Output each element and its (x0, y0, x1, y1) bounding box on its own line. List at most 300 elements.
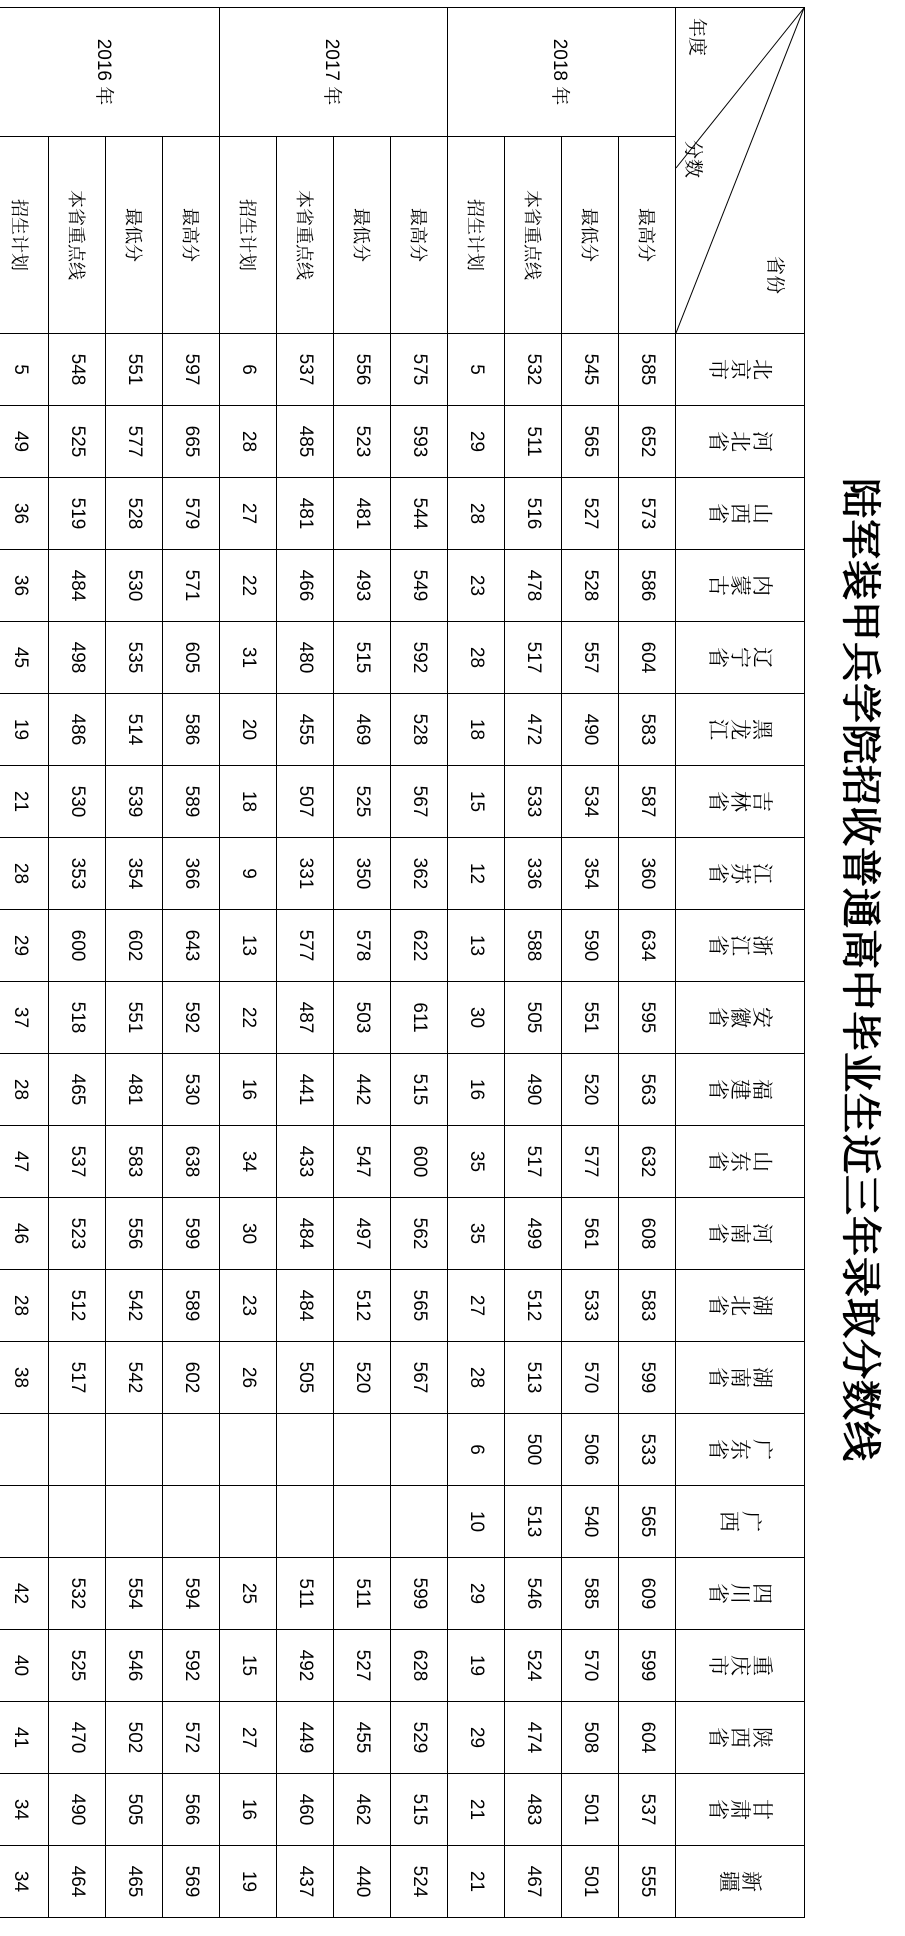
score-cell: 566 (163, 1774, 220, 1846)
score-cell: 485 (277, 406, 334, 478)
admission-score-table (0, 7, 805, 1918)
score-cell: 366 (163, 838, 220, 910)
score-cell: 34 (220, 1126, 277, 1198)
score-cell: 18 (448, 694, 505, 766)
table-row (49, 8, 106, 1918)
score-cell: 652 (619, 406, 676, 478)
score-cell: 602 (163, 1342, 220, 1414)
score-cell: 532 (49, 1558, 106, 1630)
score-cell: 600 (49, 910, 106, 982)
score-cell: 529 (391, 1702, 448, 1774)
score-cell: 512 (505, 1270, 562, 1342)
province-header: 广 西 (676, 1486, 805, 1558)
score-cell: 592 (163, 1630, 220, 1702)
score-cell: 464 (49, 1846, 106, 1918)
score-cell: 353 (49, 838, 106, 910)
metric-label: 最低分 (106, 137, 163, 334)
score-cell: 13 (220, 910, 277, 982)
score-cell: 472 (505, 694, 562, 766)
score-cell: 41 (0, 1702, 49, 1774)
score-cell: 460 (277, 1774, 334, 1846)
score-cell: 539 (106, 766, 163, 838)
score-cell (0, 1486, 49, 1558)
score-cell: 599 (619, 1342, 676, 1414)
score-cell: 16 (448, 1054, 505, 1126)
score-cell: 12 (448, 838, 505, 910)
score-cell: 525 (334, 766, 391, 838)
score-cell: 28 (0, 1270, 49, 1342)
score-cell: 588 (505, 910, 562, 982)
score-cell: 21 (0, 766, 49, 838)
score-cell: 599 (163, 1198, 220, 1270)
table-row (391, 8, 448, 1918)
score-cell: 481 (277, 478, 334, 550)
province-header: 陕 西 省 (676, 1702, 805, 1774)
score-cell: 563 (619, 1054, 676, 1126)
score-cell: 609 (619, 1558, 676, 1630)
metric-label: 本省重点线 (277, 137, 334, 334)
score-cell: 29 (448, 1702, 505, 1774)
metric-label: 最低分 (334, 137, 391, 334)
corner-header (676, 8, 805, 334)
score-cell (220, 1414, 277, 1486)
score-cell: 18 (220, 766, 277, 838)
score-cell: 481 (334, 478, 391, 550)
score-cell: 512 (334, 1270, 391, 1342)
province-header: 黑 龙 江 (676, 694, 805, 766)
score-cell: 6 (448, 1414, 505, 1486)
score-cell: 528 (562, 550, 619, 622)
score-cell: 557 (562, 622, 619, 694)
score-cell (334, 1486, 391, 1558)
table-row (562, 8, 619, 1918)
year-cell: 2018 年 (448, 8, 676, 137)
score-cell: 455 (334, 1702, 391, 1774)
score-cell: 467 (505, 1846, 562, 1918)
score-cell: 498 (49, 622, 106, 694)
score-cell: 437 (277, 1846, 334, 1918)
score-cell: 632 (619, 1126, 676, 1198)
score-cell (49, 1486, 106, 1558)
score-cell: 513 (505, 1486, 562, 1558)
score-cell: 586 (619, 550, 676, 622)
score-cell: 15 (448, 766, 505, 838)
score-cell: 595 (619, 982, 676, 1054)
score-cell: 593 (391, 406, 448, 478)
score-cell: 483 (505, 1774, 562, 1846)
score-cell: 513 (505, 1342, 562, 1414)
score-cell: 29 (448, 406, 505, 478)
score-cell: 490 (49, 1774, 106, 1846)
score-cell: 484 (277, 1198, 334, 1270)
province-header: 湖 南 省 (676, 1342, 805, 1414)
score-cell: 27 (448, 1270, 505, 1342)
score-cell: 503 (334, 982, 391, 1054)
score-cell: 16 (220, 1774, 277, 1846)
province-header: 福 建 省 (676, 1054, 805, 1126)
score-cell: 561 (562, 1198, 619, 1270)
score-cell: 518 (49, 982, 106, 1054)
score-cell: 525 (49, 1630, 106, 1702)
score-cell: 579 (163, 478, 220, 550)
score-cell: 634 (619, 910, 676, 982)
score-cell: 45 (0, 622, 49, 694)
score-cell: 585 (619, 334, 676, 406)
score-cell: 530 (49, 766, 106, 838)
score-cell: 597 (163, 334, 220, 406)
table-row (0, 8, 49, 1918)
score-cell: 515 (391, 1774, 448, 1846)
score-cell: 530 (106, 550, 163, 622)
score-cell: 29 (448, 1558, 505, 1630)
score-cell: 466 (277, 550, 334, 622)
score-cell: 565 (619, 1486, 676, 1558)
score-cell: 586 (163, 694, 220, 766)
score-cell: 331 (277, 838, 334, 910)
score-cell: 28 (448, 478, 505, 550)
score-cell: 20 (220, 694, 277, 766)
table-row (163, 8, 220, 1918)
score-cell (391, 1414, 448, 1486)
page-title: 陆军装甲兵学院招收普通高中毕业生近三年录取分数线 (838, 478, 883, 1462)
score-cell: 465 (106, 1846, 163, 1918)
score-cell: 600 (391, 1126, 448, 1198)
score-cell: 583 (619, 694, 676, 766)
score-cell: 484 (277, 1270, 334, 1342)
score-cell (163, 1486, 220, 1558)
score-cell (220, 1486, 277, 1558)
score-cell: 534 (562, 766, 619, 838)
score-cell (106, 1414, 163, 1486)
score-cell: 592 (391, 622, 448, 694)
score-cell (334, 1414, 391, 1486)
score-cell (277, 1414, 334, 1486)
score-cell: 565 (391, 1270, 448, 1342)
score-cell: 27 (220, 478, 277, 550)
score-cell: 517 (49, 1342, 106, 1414)
year-cell: 2017 年 (220, 8, 448, 137)
score-cell (49, 1414, 106, 1486)
score-cell: 502 (106, 1702, 163, 1774)
metric-label: 最高分 (391, 137, 448, 334)
score-cell: 28 (0, 838, 49, 910)
score-cell: 545 (562, 334, 619, 406)
score-cell: 34 (0, 1774, 49, 1846)
score-cell: 28 (0, 1054, 49, 1126)
score-cell: 46 (0, 1198, 49, 1270)
score-cell: 551 (106, 982, 163, 1054)
score-cell: 38 (0, 1342, 49, 1414)
score-cell: 628 (391, 1630, 448, 1702)
score-cell: 5 (448, 334, 505, 406)
score-cell: 587 (619, 766, 676, 838)
score-cell: 47 (0, 1126, 49, 1198)
score-cell: 514 (106, 694, 163, 766)
score-cell: 548 (49, 334, 106, 406)
table-row (448, 8, 505, 1918)
score-cell: 6 (220, 334, 277, 406)
score-cell: 35 (448, 1198, 505, 1270)
score-cell: 442 (334, 1054, 391, 1126)
score-cell: 493 (334, 550, 391, 622)
score-cell: 484 (49, 550, 106, 622)
score-cell: 354 (562, 838, 619, 910)
score-cell: 520 (334, 1342, 391, 1414)
score-cell: 508 (562, 1702, 619, 1774)
score-cell: 532 (505, 334, 562, 406)
score-cell: 544 (391, 478, 448, 550)
score-cell: 608 (619, 1198, 676, 1270)
province-header: 吉 林 省 (676, 766, 805, 838)
score-cell (391, 1486, 448, 1558)
score-cell: 527 (334, 1630, 391, 1702)
score-cell: 551 (106, 334, 163, 406)
score-cell: 567 (391, 1342, 448, 1414)
score-cell: 546 (106, 1630, 163, 1702)
metric-label: 最高分 (163, 137, 220, 334)
province-header: 江 苏 省 (676, 838, 805, 910)
score-cell: 577 (562, 1126, 619, 1198)
corner-year-label: 年度 (686, 18, 708, 57)
score-cell: 511 (277, 1558, 334, 1630)
score-cell: 604 (619, 1702, 676, 1774)
table-row (334, 8, 391, 1918)
score-cell: 19 (0, 694, 49, 766)
table-row (505, 8, 562, 1918)
score-cell: 19 (448, 1630, 505, 1702)
province-header: 广 东 省 (676, 1414, 805, 1486)
score-cell: 499 (505, 1198, 562, 1270)
metric-label: 最低分 (562, 137, 619, 334)
header-row (676, 8, 805, 1918)
score-cell: 480 (277, 622, 334, 694)
score-cell: 577 (106, 406, 163, 478)
table-row (220, 8, 277, 1918)
score-cell: 577 (277, 910, 334, 982)
score-cell: 501 (562, 1774, 619, 1846)
score-cell: 481 (106, 1054, 163, 1126)
metric-label: 最高分 (619, 137, 676, 334)
score-cell: 354 (106, 838, 163, 910)
score-cell: 542 (106, 1270, 163, 1342)
score-cell: 336 (505, 838, 562, 910)
score-cell: 515 (334, 622, 391, 694)
score-cell: 42 (0, 1558, 49, 1630)
score-cell: 665 (163, 406, 220, 478)
score-cell: 535 (106, 622, 163, 694)
score-cell: 25 (220, 1558, 277, 1630)
score-cell: 360 (619, 838, 676, 910)
province-header: 重 庆 市 (676, 1630, 805, 1702)
score-cell: 469 (334, 694, 391, 766)
score-cell: 13 (448, 910, 505, 982)
score-cell: 602 (106, 910, 163, 982)
score-cell: 562 (391, 1198, 448, 1270)
score-cell: 594 (163, 1558, 220, 1630)
score-cell: 28 (448, 622, 505, 694)
score-cell: 578 (334, 910, 391, 982)
score-cell: 23 (220, 1270, 277, 1342)
score-cell: 37 (0, 982, 49, 1054)
score-cell: 10 (448, 1486, 505, 1558)
score-cell: 524 (391, 1846, 448, 1918)
province-header: 四 川 省 (676, 1558, 805, 1630)
score-cell: 551 (562, 982, 619, 1054)
score-cell: 519 (49, 478, 106, 550)
score-cell: 643 (163, 910, 220, 982)
score-cell: 26 (220, 1342, 277, 1414)
province-header: 山 西 省 (676, 478, 805, 550)
score-cell: 537 (49, 1126, 106, 1198)
score-cell: 21 (448, 1774, 505, 1846)
score-cell: 583 (106, 1126, 163, 1198)
score-cell: 23 (448, 550, 505, 622)
score-cell: 31 (220, 622, 277, 694)
score-cell: 530 (163, 1054, 220, 1126)
score-cell: 537 (619, 1774, 676, 1846)
score-cell: 28 (448, 1342, 505, 1414)
score-cell: 21 (448, 1846, 505, 1918)
score-cell: 501 (562, 1846, 619, 1918)
score-cell: 506 (562, 1414, 619, 1486)
score-cell: 599 (619, 1630, 676, 1702)
score-cell: 599 (391, 1558, 448, 1630)
score-cell: 34 (0, 1846, 49, 1918)
score-cell: 474 (505, 1702, 562, 1774)
score-cell: 19 (220, 1846, 277, 1918)
province-header: 甘 肃 省 (676, 1774, 805, 1846)
score-cell: 500 (505, 1414, 562, 1486)
corner-score-label: 分数 (682, 140, 704, 179)
score-cell: 573 (619, 478, 676, 550)
score-cell: 22 (220, 982, 277, 1054)
score-cell: 546 (505, 1558, 562, 1630)
score-cell: 540 (562, 1486, 619, 1558)
score-cell: 528 (106, 478, 163, 550)
corner-province-label: 省份 (764, 256, 786, 295)
table-row (277, 8, 334, 1918)
score-cell: 525 (49, 406, 106, 478)
score-cell: 487 (277, 982, 334, 1054)
score-cell: 505 (106, 1774, 163, 1846)
score-cell: 533 (619, 1414, 676, 1486)
score-cell (106, 1486, 163, 1558)
score-cell: 549 (391, 550, 448, 622)
score-cell: 516 (505, 478, 562, 550)
metric-label: 招生计划 (220, 137, 277, 334)
score-cell: 470 (49, 1702, 106, 1774)
score-cell: 592 (163, 982, 220, 1054)
score-cell: 497 (334, 1198, 391, 1270)
province-header: 辽 宁 省 (676, 622, 805, 694)
score-cell: 611 (391, 982, 448, 1054)
score-cell: 585 (562, 1558, 619, 1630)
score-cell: 511 (505, 406, 562, 478)
score-cell: 565 (562, 406, 619, 478)
metric-label: 招生计划 (0, 137, 49, 334)
score-cell: 449 (277, 1702, 334, 1774)
score-cell: 533 (562, 1270, 619, 1342)
score-cell (277, 1486, 334, 1558)
score-cell: 492 (277, 1630, 334, 1702)
score-cell: 30 (448, 982, 505, 1054)
score-cell: 362 (391, 838, 448, 910)
score-cell: 507 (277, 766, 334, 838)
score-cell: 490 (562, 694, 619, 766)
score-cell: 30 (220, 1198, 277, 1270)
score-cell: 542 (106, 1342, 163, 1414)
score-cell: 511 (334, 1558, 391, 1630)
province-header: 河 北 省 (676, 406, 805, 478)
score-cell: 5 (0, 334, 49, 406)
score-cell: 505 (505, 982, 562, 1054)
province-header: 内 蒙 古 (676, 550, 805, 622)
score-cell: 590 (562, 910, 619, 982)
score-cell: 350 (334, 838, 391, 910)
score-cell: 523 (49, 1198, 106, 1270)
score-cell: 29 (0, 910, 49, 982)
score-cell: 583 (619, 1270, 676, 1342)
score-cell: 517 (505, 622, 562, 694)
score-cell: 517 (505, 1126, 562, 1198)
score-cell: 486 (49, 694, 106, 766)
score-cell: 605 (163, 622, 220, 694)
score-cell: 27 (220, 1702, 277, 1774)
score-cell: 622 (391, 910, 448, 982)
score-cell: 49 (0, 406, 49, 478)
score-cell: 35 (448, 1126, 505, 1198)
score-cell: 547 (334, 1126, 391, 1198)
score-cell: 520 (562, 1054, 619, 1126)
score-cell: 533 (505, 766, 562, 838)
score-cell: 433 (277, 1126, 334, 1198)
score-cell: 16 (220, 1054, 277, 1126)
score-cell (163, 1414, 220, 1486)
score-cell: 512 (49, 1270, 106, 1342)
score-cell: 537 (277, 334, 334, 406)
province-header: 安 徽 省 (676, 982, 805, 1054)
province-header: 北 京 市 (676, 334, 805, 406)
metric-label: 本省重点线 (505, 137, 562, 334)
province-header: 新 疆 (676, 1846, 805, 1918)
score-cell: 441 (277, 1054, 334, 1126)
score-cell: 15 (220, 1630, 277, 1702)
score-cell: 527 (562, 478, 619, 550)
score-cell: 572 (163, 1702, 220, 1774)
score-cell: 28 (220, 406, 277, 478)
province-header: 山 东 省 (676, 1126, 805, 1198)
score-cell: 36 (0, 550, 49, 622)
score-cell: 9 (220, 838, 277, 910)
score-cell: 455 (277, 694, 334, 766)
table-row (619, 8, 676, 1918)
score-cell: 462 (334, 1774, 391, 1846)
score-cell (0, 1414, 49, 1486)
table-row (106, 8, 163, 1918)
score-cell: 22 (220, 550, 277, 622)
score-cell: 528 (391, 694, 448, 766)
score-cell: 604 (619, 622, 676, 694)
province-header: 河 南 省 (676, 1198, 805, 1270)
score-cell: 555 (619, 1846, 676, 1918)
metric-label: 招生计划 (448, 137, 505, 334)
score-cell: 589 (163, 766, 220, 838)
score-cell: 554 (106, 1558, 163, 1630)
score-cell: 40 (0, 1630, 49, 1702)
province-header: 浙 江 省 (676, 910, 805, 982)
score-cell: 465 (49, 1054, 106, 1126)
score-cell: 478 (505, 550, 562, 622)
